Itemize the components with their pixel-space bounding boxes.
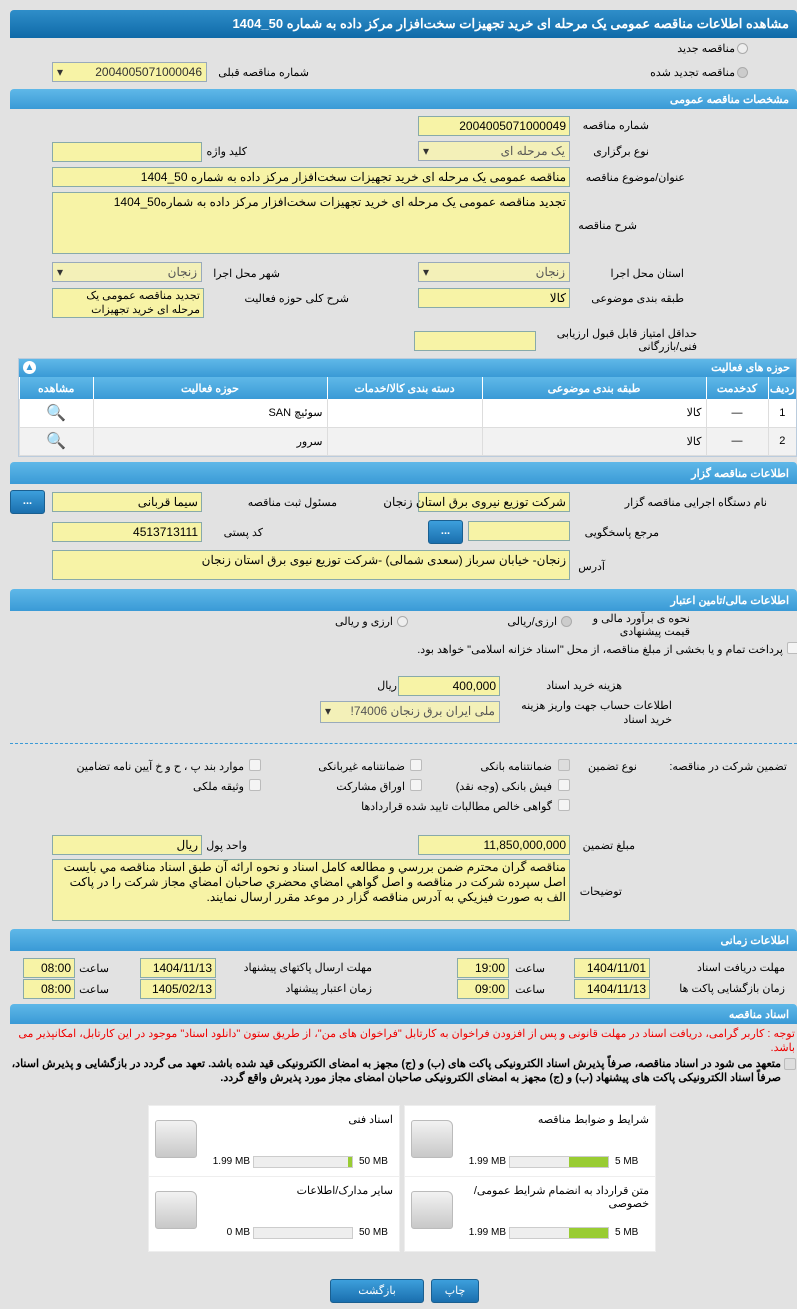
city-label: شهر محل اجرا	[213, 268, 280, 280]
opt1-label: ارزی/ریالی	[507, 616, 557, 628]
col-row: ردیف	[768, 377, 796, 399]
open-date[interactable]: 1404/11/13	[574, 979, 650, 999]
category-field[interactable]: کالا	[418, 288, 570, 308]
folder-icon	[155, 1120, 197, 1158]
g-bonds-checkbox[interactable]	[410, 779, 422, 791]
account-select[interactable]	[320, 701, 500, 723]
radio-new-tender[interactable]	[737, 43, 748, 54]
open-time[interactable]: 09:00	[457, 979, 509, 999]
doc-size: 1.99 MB	[468, 1156, 506, 1167]
treasury-checkbox[interactable]	[787, 642, 797, 654]
view-magnifier-icon[interactable]: 🔍	[20, 427, 94, 455]
radio-renewed-label: مناقصه تجدید شده	[650, 67, 735, 79]
select-responsible-button[interactable]: ...	[10, 490, 45, 514]
city-select[interactable]	[52, 262, 202, 282]
cell-category: کالا	[482, 427, 706, 455]
g-bank-label: ضمانتنامه بانکی	[480, 761, 552, 773]
g-bonds-label: اوراق مشارکت	[336, 781, 405, 793]
doc-size: 1.99 MB	[468, 1227, 506, 1238]
section-organizer: اطلاعات مناقصه گزار	[10, 462, 797, 484]
doc-size: 0 MB	[226, 1227, 250, 1238]
valid-time[interactable]: 08:00	[23, 979, 75, 999]
keyword-label: کلید واژه	[206, 146, 247, 158]
scope-field[interactable]: تجدید مناقصه عمومی یک مرحله ای خرید تجهیزات	[52, 288, 204, 318]
col-view: مشاهده	[20, 377, 94, 399]
prev-number-label: شماره مناقصه قبلی	[218, 67, 309, 79]
tender-number-field[interactable]: 2004005071000049	[418, 116, 570, 136]
doc-size: 1.99 MB	[212, 1156, 250, 1167]
province-label: استان محل اجرا	[610, 268, 684, 280]
resp-label: مسئول ثبت مناقصه	[247, 497, 337, 509]
doc-card[interactable]	[148, 1105, 400, 1181]
cell-group	[327, 399, 482, 427]
time-label: ساعت	[79, 963, 109, 975]
section-general: مشخصات مناقصه عمومی	[10, 89, 797, 109]
guarantee-label: تضمین شرکت در مناقصه:	[669, 761, 787, 773]
doc-progress-fill	[348, 1157, 352, 1167]
postal-field[interactable]: 4513713111	[52, 522, 202, 542]
org-field[interactable]: شرکت توزیع نیروی برق استان زنجان	[418, 492, 570, 512]
recv-date[interactable]: 1404/11/01	[574, 958, 650, 978]
recv-label: مهلت دریافت اسناد	[696, 962, 785, 974]
valid-label: زمان اعتبار پیشنهاد	[285, 983, 372, 995]
g-cash-checkbox[interactable]	[558, 779, 570, 791]
doc-name: متن قرارداد به انضمام شرایط عمومی/خصوصی	[473, 1185, 649, 1210]
col-field: حوزه فعالیت	[93, 377, 327, 399]
folder-icon	[155, 1191, 197, 1229]
page-title: مشاهده اطلاعات مناقصه عمومی یک مرحله ای خرید تجهیزات سخت‌افزار مرکز داده به شماره 50_1404	[10, 10, 797, 38]
valid-date[interactable]: 1405/02/13	[140, 979, 216, 999]
g-property-label: وثیقه ملکی	[193, 781, 244, 793]
radio-currency-and-rial[interactable]	[397, 616, 408, 627]
commit-checkbox[interactable]	[784, 1058, 796, 1070]
activities-title: حوزه های فعالیت	[711, 362, 790, 374]
view-magnifier-icon[interactable]: 🔍	[20, 399, 94, 427]
folder-icon	[411, 1191, 453, 1229]
g-cash-label: فیش بانکی (وجه نقد)	[455, 781, 552, 793]
g-clause-checkbox[interactable]	[249, 759, 261, 771]
addr-field[interactable]: زنجان- خیابان سرباز (سعدی شمالی) -شرکت توزیع نیوی برق استان زنجان	[52, 550, 570, 580]
print-button[interactable]: چاپ	[431, 1279, 479, 1303]
province-value: زنجان	[535, 265, 565, 279]
guarantee-type-label: نوع تضمین	[587, 761, 637, 773]
treasury-label: پرداخت تمام و یا بخشی از مبلغ مناقصه، از محل "اسناد خزانه اسلامی" خواهد بود.	[417, 644, 783, 656]
ref-label: مرجع پاسخگویی	[584, 527, 659, 539]
org-label: نام دستگاه اجرایی مناقصه گزار	[624, 497, 767, 509]
province-select[interactable]	[418, 262, 570, 282]
notes-field[interactable]: مناقصه گران محترم ضمن بررسي و مطالعه كامل اسناد و نحوه ارائه آن طبق اسناد مناقصه مي بايست اصل سپرده شركت در مناقصه و اصل گواهي امضاي محضري صاحبان امضاي مجاز شركت را در پاكت الف به صورت فيزيكي به آدرس مناقصه گزار در موعد مقرر ارسال نمايند.	[52, 859, 570, 921]
col-category: طبقه بندی موضوعی	[482, 377, 706, 399]
chevron-down-icon: ▾	[57, 265, 64, 279]
time-label: ساعت	[515, 984, 545, 996]
doc-max: 50 MB	[359, 1156, 388, 1167]
cell-code: —	[706, 399, 768, 427]
open-label: زمان بازگشایی پاکت ها	[679, 983, 785, 995]
doc-progress	[253, 1156, 353, 1168]
g-bank-checkbox[interactable]	[558, 759, 570, 771]
category-label: طبقه بندی موضوعی	[591, 293, 684, 305]
table-row	[20, 427, 797, 455]
collapse-icon[interactable]: ▲	[24, 362, 35, 373]
back-button[interactable]: بازگشت	[330, 1279, 424, 1303]
doc-name: اسناد فنی	[348, 1114, 393, 1126]
min-score-label: حداقل امتیاز قابل قبول ارزیابی فنی/بازرگانی	[556, 328, 697, 353]
fee-unit: ریال	[377, 680, 397, 692]
subject-label: عنوان/موضوع مناقصه	[585, 172, 685, 184]
col-code: کدخدمت	[706, 377, 768, 399]
cell-row: 1	[768, 399, 796, 427]
scope-label: شرح کلی حوزه فعالیت	[244, 293, 349, 305]
col-group: دسته بندی کالا/خدمات	[327, 377, 482, 399]
doc-max: 50 MB	[359, 1227, 388, 1238]
time-label: ساعت	[79, 984, 109, 996]
folder-icon	[411, 1120, 453, 1158]
doc-progress	[509, 1156, 609, 1168]
g-claims-checkbox[interactable]	[558, 799, 570, 811]
currency-field[interactable]: ریال	[52, 835, 202, 855]
type-value: یک مرحله ای	[500, 144, 565, 158]
g-clause-label: موارد بند پ ، ح و خ آیین نامه تضامین	[76, 761, 244, 773]
doc-max: 5 MB	[615, 1227, 639, 1238]
recv-time[interactable]: 19:00	[457, 958, 509, 978]
chevron-down-icon: ▾	[57, 65, 64, 79]
send-date[interactable]: 1404/11/13	[140, 958, 216, 978]
desc-label: شرح مناقصه	[578, 220, 637, 232]
doc-max: 5 MB	[615, 1156, 639, 1167]
doc-progress	[509, 1227, 609, 1239]
addr-label: آدرس	[578, 561, 605, 573]
cell-field: سوئیچ SAN	[93, 399, 327, 427]
g-claims-label: گواهی خالص مطالبات تایید شده قراردادها	[361, 801, 552, 813]
radio-renewed-tender[interactable]	[737, 67, 748, 78]
chevron-down-icon: ▾	[325, 704, 332, 718]
cell-code: —	[706, 427, 768, 455]
activities-header	[19, 359, 796, 377]
amount-field[interactable]: 11,850,000,000	[418, 835, 570, 855]
doc-card[interactable]	[404, 1176, 656, 1252]
subject-field[interactable]: مناقصه عمومی یک مرحله ای خرید تجهیزات سخت‌افزار مرکز داده به شماره 50_1404	[52, 167, 570, 187]
cell-group	[327, 427, 482, 455]
radio-new-label: مناقصه جدید	[677, 43, 735, 55]
account-value: ملی ایران برق زنجان 74006!	[350, 704, 495, 718]
resp-field[interactable]: سیما قربانی	[52, 492, 202, 512]
min-score-field[interactable]	[414, 331, 536, 351]
amount-label: مبلغ تضمین	[582, 840, 635, 852]
select-ref-button[interactable]: ...	[428, 520, 463, 544]
doc-name: سایر مدارک/اطلاعات	[296, 1185, 393, 1197]
g-property-checkbox[interactable]	[249, 779, 261, 791]
section-timing: اطلاعات زمانی	[10, 929, 797, 951]
opt2-label: ارزی و ریالی	[335, 616, 393, 628]
desc-field[interactable]: تجدید مناقصه عمومی یک مرحله ای خرید تجهیزات سخت‌افزار مرکز داده به شماره50_1404	[52, 192, 570, 254]
tender-number-label: شماره مناقصه	[582, 120, 649, 132]
send-time[interactable]: 08:00	[23, 958, 75, 978]
ref-field[interactable]	[468, 521, 570, 541]
activities-table	[18, 358, 797, 457]
cell-field: سرور	[93, 427, 327, 455]
cell-category: کالا	[482, 399, 706, 427]
section-finance: اطلاعات مالی/تامین اعتبار	[10, 589, 797, 611]
prev-number-select[interactable]	[52, 62, 207, 82]
radio-currency-rial[interactable]	[561, 616, 572, 627]
divider	[10, 743, 797, 744]
chevron-down-icon: ▾	[423, 144, 430, 158]
chevron-down-icon: ▾	[423, 265, 430, 279]
type-label: نوع برگزاری	[593, 146, 649, 158]
doc-progress-fill	[569, 1228, 608, 1238]
g-nonbank-label: ضمانتنامه غیربانکی	[318, 761, 405, 773]
g-nonbank-checkbox[interactable]	[410, 759, 422, 771]
commit-text: متعهد می شود در اسناد مناقصه، صرفاً پذیرش اسناد الکترونیکی پاکت های (ب) و (ج) مجهز به امضای الکترونیکی قید شده باشد. تعهد می گردد در بازگشایی و پذیرش اسناد، صرفاً اسناد الکترونیکی پاکت های پیشنهاد (ب) و (ج) مجهز به امضای الکترونیکی صاحبان امضای مجاز مورد پذیرش واقع گردد.	[11, 1058, 781, 1084]
time-label: ساعت	[515, 963, 545, 975]
doc-progress-fill	[569, 1157, 608, 1167]
account-label: اطلاعات حساب جهت واریز هزینه خرید اسناد	[521, 700, 672, 726]
postal-label: کد پستی	[223, 527, 263, 539]
currency-label: واحد پول	[206, 840, 247, 852]
notes-label: توضیحات	[579, 886, 622, 898]
prev-number-value: 2004005071000046	[95, 65, 202, 79]
type-select[interactable]	[418, 141, 570, 161]
table-row	[20, 399, 797, 427]
doc-name: شرایط و ضوابط مناقصه	[537, 1114, 649, 1126]
cell-row: 2	[768, 427, 796, 455]
doc-card[interactable]	[148, 1176, 400, 1252]
section-docs: اسناد مناقصه	[10, 1004, 797, 1024]
doc-progress	[253, 1227, 353, 1239]
doc-card[interactable]	[404, 1105, 656, 1181]
send-label: مهلت ارسال پاکتهای پیشنهاد	[243, 962, 372, 974]
fee-field[interactable]: 400,000	[398, 676, 500, 696]
method-label: نحوه ی برآورد مالی و قیمت پیشنهادی	[592, 613, 690, 638]
city-value: زنجان	[167, 265, 197, 279]
docs-notice: توجه : کاربر گرامی، دریافت اسناد در مهلت قانونی و پس از افزودن فراخوان به کارتابل "فراخوان های من"، از طریق ستون "دانلود اسناد" موجود در این کارتابل، امکانپذیر می باشد.	[18, 1028, 795, 1054]
keyword-field[interactable]	[52, 142, 202, 162]
fee-label: هزینه خرید اسناد	[546, 680, 622, 692]
